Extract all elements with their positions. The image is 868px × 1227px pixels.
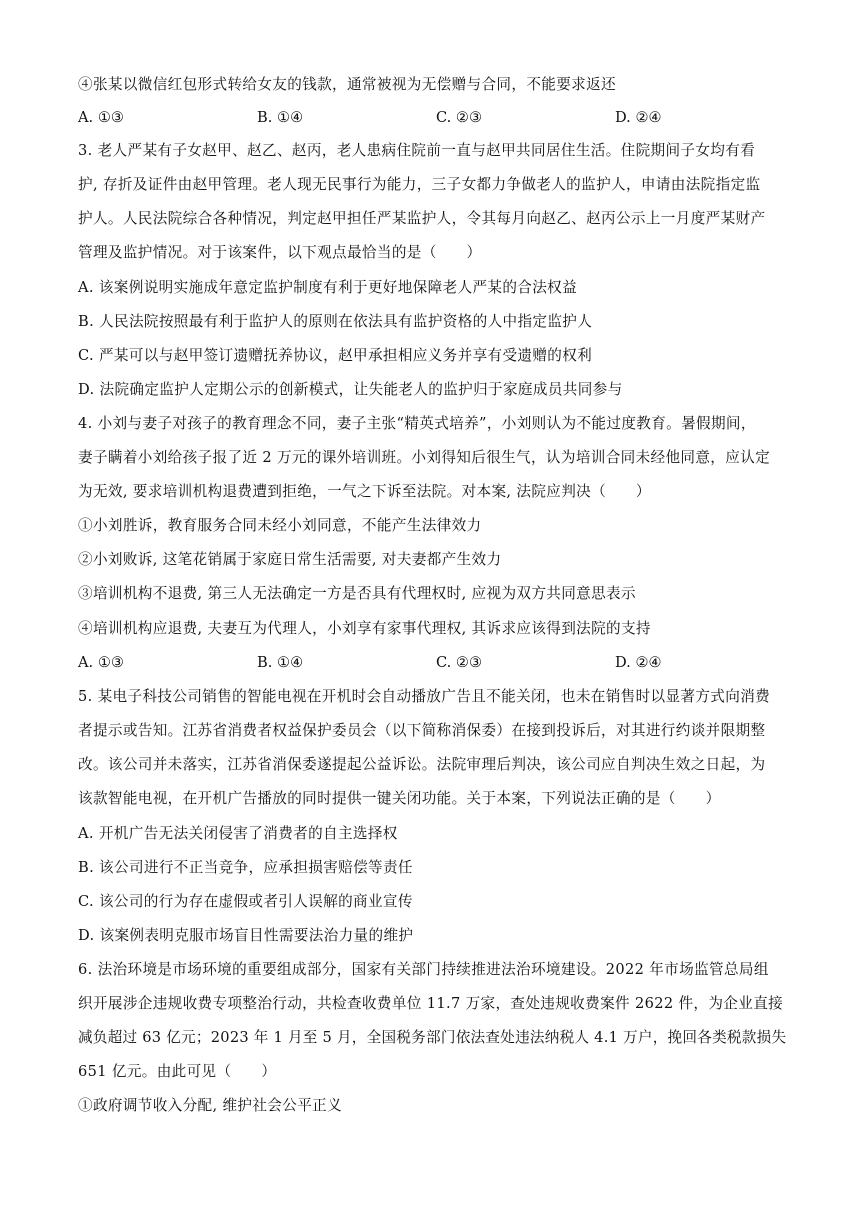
q4-stem-line: 4. 小刘与妻子对孩子的教育理念不同，妻子主张“精英式培养”，小刘则认为不能过度教育。暑假期间， bbox=[78, 415, 756, 432]
q5-stem-line: 改。该公司并未落实，江苏省消保委遂提起公益诉讼。法院审理后判决，该公司应自判决生效之日起，为 bbox=[78, 756, 766, 773]
q2-item-4: ④张某以微信红包形式转给女友的钱款，通常被视为无偿赠与合同，不能要求返还 bbox=[78, 76, 616, 93]
q3-stem-line: 护, 存折及证件由赵甲管理。老人现无民事行为能力，三子女都力争做老人的监护人，申请由法院指定监 bbox=[78, 176, 761, 193]
q5-option-c: C. 该公司的行为存在虚假或者引人误解的商业宣传 bbox=[78, 893, 413, 910]
q5-option-b: B. 该公司进行不正当竞争，应承担损害赔偿等责任 bbox=[78, 859, 413, 876]
q4-option-b: B. ①④ bbox=[257, 654, 304, 671]
q3-option-b: B. 人民法院按照最有利于监护人的原则在依法具有监护资格的人中指定监护人 bbox=[78, 313, 593, 330]
q4-stem-line: 妻子瞒着小刘给孩子报了近 2 万元的课外培训班。小刘得知后很生气，认为培训合同未经他同意，应认定 bbox=[78, 449, 771, 466]
q5-stem-line: 5. 某电子科技公司销售的智能电视在开机时会自动播放广告且不能关闭，也未在销售时以显著方式向消费 bbox=[78, 688, 771, 705]
q5-stem-line: 该款智能电视，在开机广告播放的同时提供一键关闭功能。关于本案，下列说法正确的是（ ） bbox=[78, 790, 721, 807]
q2-option-d: D. ②④ bbox=[615, 109, 662, 126]
q6-stem-line: 减负超过 63 亿元；2023 年 1 月至 5 月，全国税务部门依法查处违法纳税人 4.1 万户，挽回各类税款损失 bbox=[78, 1029, 787, 1046]
q6-item-1: ①政府调节收入分配, 维护社会公平正义 bbox=[78, 1097, 343, 1114]
q2-option-b: B. ①④ bbox=[257, 109, 304, 126]
q6-stem-line: 651 亿元。由此可见（ ） bbox=[78, 1063, 277, 1080]
q4-item-3: ③培训机构不退费, 第三人无法确定一方是否具有代理权时, 应视为双方共同意思表示 bbox=[78, 585, 636, 602]
q5-option-d: D. 该案例表明克服市场盲目性需要法治力量的维护 bbox=[78, 927, 414, 944]
q3-stem-line: 护人。人民法院综合各种情况，判定赵甲担任严某监护人，令其每月向赵乙、赵丙公示上一月度严某财产 bbox=[78, 210, 766, 227]
q3-stem-line: 管理及监护情况。对于该案件，以下观点最恰当的是（ ） bbox=[78, 244, 482, 261]
q4-stem-line: 为无效, 要求培训机构退费遭到拒绝，一气之下诉至法院。对本案, 法院应判决（ ） bbox=[78, 483, 651, 500]
q5-stem-line: 者提示或告知。江苏省消费者权益保护委员会（以下简称消保委）在接到投诉后，对其进行约谈并限期整 bbox=[78, 722, 766, 739]
q3-stem-line: 3. 老人严某有子女赵甲、赵乙、赵丙，老人患病住院前一直与赵甲共同居住生活。住院期间子女均有看 bbox=[78, 142, 756, 159]
q3-option-c: C. 严某可以与赵甲签订遗赠抚养协议，赵甲承担相应义务并享有受遗赠的权利 bbox=[78, 347, 593, 364]
q6-stem-line: 织开展涉企违规收费专项整治行动，共检查收费单位 11.7 万家，查处违规收费案件 2622 件，为企业直接 bbox=[78, 995, 784, 1012]
q2-option-a: A. ①③ bbox=[78, 109, 124, 126]
q6-stem-line: 6. 法治环境是市场环境的重要组成部分，国家有关部门持续推进法治环境建设。2022 年市场监管总局组 bbox=[78, 961, 769, 978]
q3-option-a: A. 该案例说明实施成年意定监护制度有利于更好地保障老人严某的合法权益 bbox=[78, 279, 578, 296]
q4-item-1: ①小刘胜诉，教育服务合同未经小刘同意，不能产生法律效力 bbox=[78, 517, 482, 534]
q4-option-d: D. ②④ bbox=[615, 654, 662, 671]
q2-option-c: C. ②③ bbox=[436, 109, 483, 126]
q4-item-4: ④培训机构应退费, 夫妻互为代理人，小刘享有家事代理权, 其诉求应该得到法院的支持 bbox=[78, 620, 651, 637]
q3-option-d: D. 法院确定监护人定期公示的创新模式，让失能老人的监护归于家庭成员共同参与 bbox=[78, 381, 623, 398]
q4-item-2: ②小刘败诉, 这笔花销属于家庭日常生活需要, 对夫妻都产生效力 bbox=[78, 551, 502, 568]
q4-option-a: A. ①③ bbox=[78, 654, 124, 671]
q5-option-a: A. 开机广告无法关闭侵害了消费者的自主选择权 bbox=[78, 825, 398, 842]
q4-option-c: C. ②③ bbox=[436, 654, 483, 671]
